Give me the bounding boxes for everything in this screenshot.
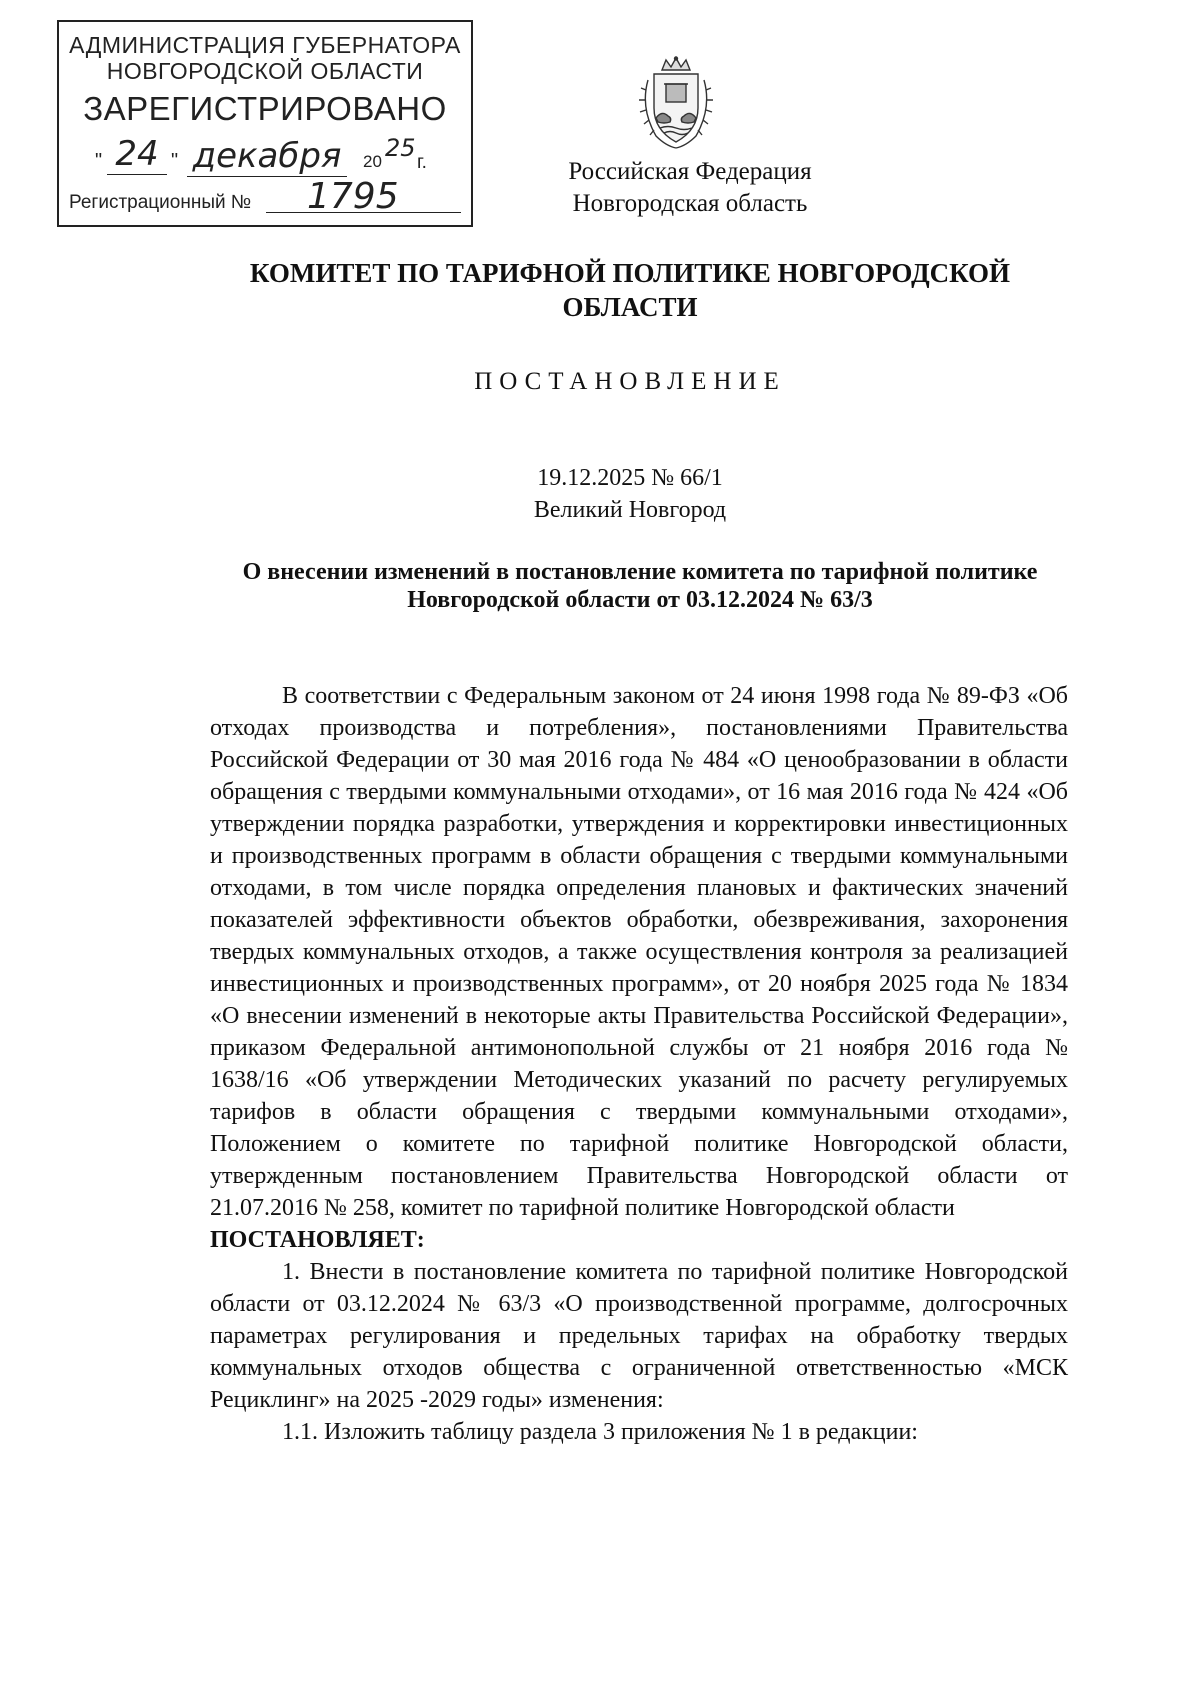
stamp-handwritten-year: 25 [385, 134, 416, 162]
document-type: ПОСТАНОВЛЕНИЕ [474, 368, 786, 395]
stamp-handwritten-number: 1795 [307, 176, 399, 217]
item-1-1-paragraph: 1.1. Изложить таблицу раздела 3 приложения № 1 в редакции: [282, 1419, 918, 1445]
novgorod-coat-of-arms-icon [636, 56, 716, 152]
preamble-paragraph: В соответствии с Федеральным законом от 24 июня 1998 года № 89-ФЗ «Об отходах производства и потребления», постановлениями Правительства Российской Федерации от 30 мая 2016 года № 484 «О ценообразовании в области обращения с твердыми коммунальными отходами», от 16 мая 2016 года № 424 «Об утверждении порядка разработки, утверждения и корректировки инвестиционных и производственных программ в области обращения с твердыми коммунальными отходами, в том числе порядка определения плановых и фактических значений показателей эффективности объектов обработки, обезвреживания, захоронения твердых коммунальных отходов, а также осуществления контроля за реализацией инвестиционных и производственных программ», от 20 ноября 2025 года № 1834 «О внесении изменений в некоторые акты Правительства Российской Федерации», приказом Федеральной антимонопольной службы от 21 ноября 2016 года № 1638/16 «Об утверждении Методических указаний по расчету регулируемых тарифов в области обращения с твердыми коммунальными отходами», Положением о комитете по тарифной политике Новгородской области, утвержденным постановлением Правительства Новгородской области от 21.07.2016 № 258, комитет по тарифной политике Новгородской области [210, 683, 1068, 1221]
stamp-line-region: НОВГОРОДСКОЙ ОБЛАСТИ [106, 58, 424, 84]
country-name: Российская Федерация [568, 158, 812, 185]
stamp-line-administration: АДМИНИСТРАЦИЯ ГУБЕРНАТОРА [69, 32, 461, 58]
stamp-year-prefix: 20 [363, 152, 382, 171]
document-body [210, 680, 1068, 1448]
stamp-registration-label: Регистрационный № [69, 192, 252, 213]
decrees-heading: ПОСТАНОВЛЯЕТ: [210, 1227, 425, 1253]
item-1-paragraph: 1. Внести в постановление комитета по тарифной политике Новгородской области от 03.12.2024 № 63/3 «О производственной программе, долгосрочных параметрах регулирования и предельных тарифах на обработку твердых коммунальных отходов общества с ограниченной ответственностью «МСК Рециклинг» на 2025 -2029 годы» изменения: [210, 1259, 1068, 1413]
stamp-registered: ЗАРЕГИСТРИРОВАНО [83, 90, 447, 127]
stamp-year-suffix: г. [417, 152, 427, 173]
committee-title: КОМИТЕТ ПО ТАРИФНОЙ ПОЛИТИКЕ НОВГОРОДСКОЙ ОБЛАСТИ [249, 258, 1011, 322]
document-date-number: 19.12.2025 № 66/1 [537, 465, 723, 491]
document-subject: О внесении изменений в постановление комитета по тарифной политике Новгородской области от 03.12.2024 № 63/3 [242, 559, 1038, 613]
stamp-handwritten-month: декабря [187, 136, 347, 177]
stamp-registration-row [69, 176, 461, 218]
stamp-quote-open: " [95, 150, 103, 172]
state-header [560, 156, 820, 220]
stamp-quote-close: " [171, 150, 179, 172]
region-name: Новгородская область [572, 190, 808, 217]
document-city: Великий Новгород [533, 497, 727, 523]
stamp-date-row [95, 134, 459, 180]
date-and-number-block [430, 462, 830, 526]
stamp-handwritten-day: 24 [107, 134, 167, 175]
registration-stamp [57, 20, 473, 227]
